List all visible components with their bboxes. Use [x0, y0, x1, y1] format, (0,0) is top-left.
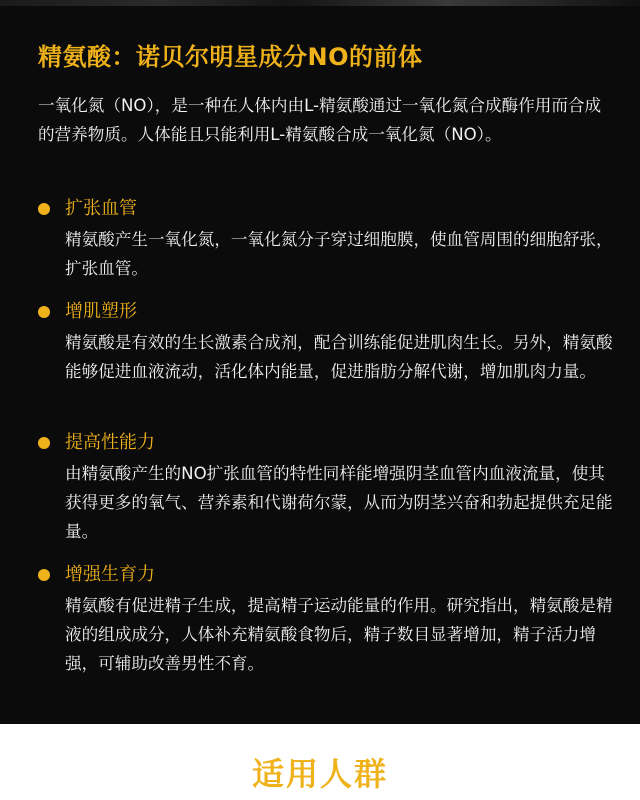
section-body: 精氨酸是有效的生长激素合成剂，配合训练能促进肌肉生长。另外，精氨酸能够促进血液流动，活化体内能量，促进脂肪分解代谢，增加肌肉力量。: [65, 333, 613, 381]
bullet-dot-icon: [38, 569, 50, 581]
bullet-dot-icon: [38, 437, 50, 449]
suitable-population-heading: 适用人群: [251, 755, 388, 793]
section-title: 增强生育力: [65, 564, 155, 585]
bullet-dot-icon: [38, 203, 50, 215]
section-body: 精氨酸产生一氧化氮，一氧化氮分子穿过细胞膜，使血管周围的细胞舒张，扩张血管。: [65, 230, 613, 278]
section-title: 扩张血管: [65, 198, 137, 219]
section-body: 由精氨酸产生的NO扩张血管的特性同样能增强阴茎血管内血液流量，使其获得更多的氧气、营养素和代谢荷尔蒙，从而为阴茎兴奋和勃起提供充足能量。: [65, 464, 613, 541]
page-title: 精氨酸：诺贝尔明星成分NO的前体: [38, 43, 423, 71]
intro-paragraph: 一氧化氮（NO），是一种在人体内由L-精氨酸通过一氧化氮合成酶作用而合成的营养物质。人体能且只能利用L-精氨酸合成一氧化氮（NO）。: [38, 96, 602, 144]
section-title: 提高性能力: [65, 432, 155, 453]
bullet-dot-icon: [38, 306, 50, 318]
section-body: 精氨酸有促进精子生成，提高精子运动能量的作用。研究指出，精氨酸是精液的组成成分，人体补充精氨酸食物后，精子数目显著增加，精子活力增强，可辅助改善男性不育。: [65, 596, 613, 673]
section-title: 增肌塑形: [65, 301, 137, 322]
